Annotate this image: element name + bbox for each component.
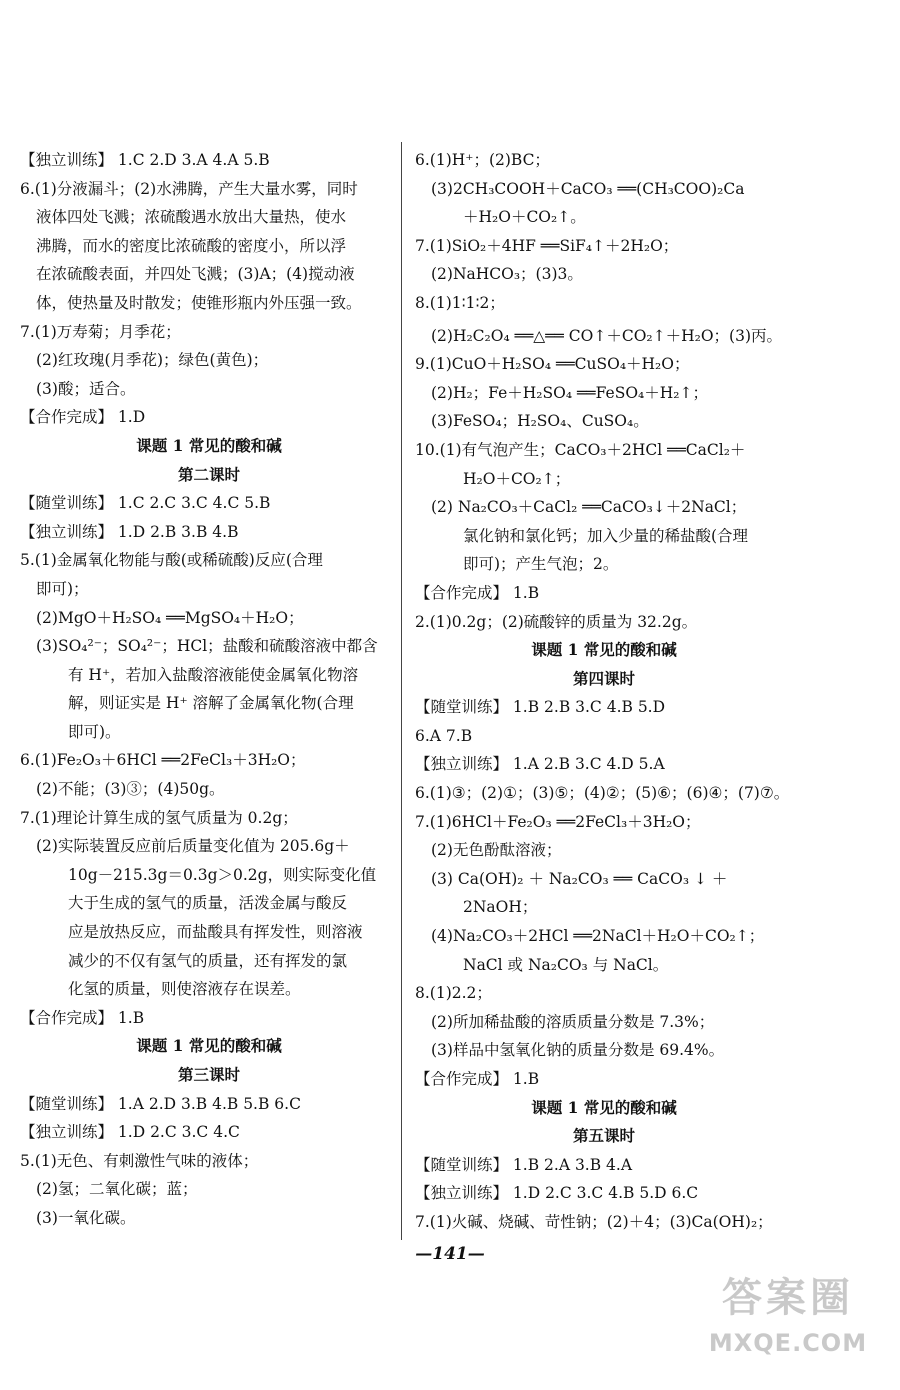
section-heading: 第五课时 [572, 1126, 635, 1146]
answer-line: 7.(1)万寿菊；月季花； [20, 322, 181, 341]
answer-line: 【独立训练】 1.A 2.B 3.C 4.D 5.A [415, 755, 665, 774]
section-heading: 第四课时 [572, 668, 635, 688]
answer-line: 【随堂训练】 1.C 2.C 3.C 4.C 5.B [20, 494, 271, 513]
section-heading: 第二课时 [177, 464, 240, 484]
answer-line: 【独立训练】 1.D 2.B 3.B 4.B [20, 522, 239, 541]
answer-line: 氯化钠和氯化钙；加入少量的稀盐酸(合理 [463, 526, 749, 545]
answer-line: 解，则证实是 H⁺ 溶解了金属氧化物(合理 [68, 694, 354, 713]
answer-line: 5.(1)金属氧化物能与酸(或稀硫酸)反应(合理 [20, 551, 323, 570]
answer-line: 7.(1)6HCl＋Fe₂O₃ ══2FeCl₃＋3H₂O； [415, 812, 701, 831]
answer-line: (3) Ca(OH)₂ ＋ Na₂CO₃ ══ CaCO₃ ↓ ＋ [431, 869, 728, 888]
answer-line: ＋H₂O＋CO₂↑。 [463, 208, 586, 227]
watermark-url: MXQE.COM [708, 1329, 868, 1357]
answer-line: (3)酸；适合。 [36, 379, 136, 398]
answer-line: 6.A 7.B [415, 726, 473, 745]
answer-line: 2.(1)0.2g；(2)硫酸锌的质量为 32.2g。 [415, 612, 698, 631]
answer-line: 10g－215.3g＝0.3g＞0.2g，则实际变化值 [68, 865, 377, 884]
answer-line: 6.(1)③；(2)①；(3)⑤；(4)②；(5)⑥；(6)④；(7)⑦。 [415, 784, 790, 803]
answer-line: 大于生成的氢气的质量，活泼金属与酸反 [68, 894, 348, 913]
answer-line: 2NaOH； [463, 898, 538, 917]
answer-line: 应是放热反应，而盐酸具有挥发性，则溶液 [68, 923, 363, 942]
answer-line: 即可)。 [68, 722, 121, 741]
answer-line: 7.(1)SiO₂＋4HF ══SiF₄↑＋2H₂O； [415, 236, 679, 255]
answer-line: (2)MgO＋H₂SO₄ ══MgSO₄＋H₂O； [36, 608, 304, 627]
page-number: —141— [415, 1244, 485, 1264]
watermark [688, 1270, 888, 1380]
answer-line: 8.(1)1∶1∶2； [415, 293, 505, 312]
answer-line: 【合作完成】 1.B [415, 583, 540, 602]
answer-line: 沸腾，而水的密度比浓硫酸的密度小，所以浮 [36, 236, 347, 255]
answer-line: (4)Na₂CO₃＋2HCl ══2NaCl＋H₂O＋CO₂↑； [431, 927, 765, 946]
answer-line: 【随堂训练】 1.B 2.B 3.C 4.B 5.D [415, 698, 666, 717]
answer-line: (3)样品中氢氧化钠的质量分数是 69.4%。 [431, 1041, 725, 1060]
answer-line: 有 H⁺，若加入盐酸溶液能使金属氧化物溶 [68, 665, 359, 684]
answer-line: 6.(1)Fe₂O₃＋6HCl ══2FeCl₃＋3H₂O； [20, 751, 306, 770]
answer-line: (2)实际装置反应前后质量变化值为 205.6g＋ [36, 837, 350, 856]
answer-line: (3)SO₄²⁻；SO₄²⁻；HCl；盐酸和硫酸溶液中都含 [36, 637, 378, 656]
answer-line: 6.(1)分液漏斗；(2)水沸腾，产生大量水雾，同时 [20, 179, 358, 198]
answer-line: 【合作完成】 1.D [20, 408, 146, 427]
answer-line: 7.(1)理论计算生成的氢气质量为 0.2g； [20, 808, 298, 827]
answer-line: 【随堂训练】 1.B 2.A 3.B 4.A [415, 1155, 633, 1174]
answer-line: 7.(1)火碱、烧碱、苛性钠；(2)＋4；(3)Ca(OH)₂； [415, 1212, 773, 1231]
answer-line: (2)NaHCO₃；(3)3。 [431, 265, 583, 284]
answer-line: H₂O＋CO₂↑； [463, 469, 571, 488]
answer-line: (3)2CH₃COOH＋CaCO₃ ══(CH₃COO)₂Ca [431, 179, 745, 198]
answer-line: (3)FeSO₄；H₂SO₄、CuSO₄。 [431, 412, 649, 431]
answer-line: (2)无色酚酞溶液； [431, 841, 562, 860]
answer-line: 即可)； [36, 579, 89, 598]
answer-line: 5.(1)无色、有刺激性气味的液体； [20, 1151, 259, 1170]
answer-line: (2)氢；二氧化碳；蓝； [36, 1180, 198, 1199]
answer-line: 减少的不仅有氢气的质量，还有挥发的氯 [68, 951, 348, 970]
answer-line: 8.(1)2.2； [415, 984, 492, 1003]
answer-line: 【独立训练】 1.D 2.C 3.C 4.C [20, 1123, 240, 1142]
watermark-logo: 答案圈 [722, 1275, 854, 1321]
answer-line: 【合作完成】 1.B [20, 1008, 145, 1027]
answer-line: 6.(1)H⁺；(2)BC； [415, 151, 550, 169]
answer-line: NaCl 或 Na₂CO₃ 与 NaCl。 [463, 955, 669, 974]
answer-line: 化氢的质量，则使溶液存在误差。 [68, 980, 301, 999]
answer-line: 10.(1)有气泡产生；CaCO₃＋2HCl ══CaCl₂＋ [415, 440, 746, 459]
answer-line: (2)H₂C₂O₄ ══△══ CO↑＋CO₂↑＋H₂O；(3)丙。 [431, 326, 782, 345]
answer-line: (2)红玫瑰(月季花)；绿色(黄色)； [36, 351, 269, 370]
answer-line: 【合作完成】 1.B [415, 1070, 540, 1088]
answer-line: 液体四处飞溅；浓硫酸遇水放出大量热，使水 [36, 208, 347, 227]
section-heading: 课题 1 常见的酸和碱 [136, 435, 282, 455]
answer-line: (2) Na₂CO₃＋CaCl₂ ══CaCO₃↓＋2NaCl； [431, 498, 747, 517]
answer-line: (2)不能；(3)③；(4)50g。 [36, 780, 225, 799]
answer-line: 9.(1)CuO＋H₂SO₄ ══CuSO₄＋H₂O； [415, 355, 690, 374]
left-column [20, 146, 398, 1233]
answer-line: (2)所加稀盐酸的溶质质量分数是 7.3%； [431, 1012, 715, 1031]
answer-line: 即可)；产生气泡；2。 [463, 555, 619, 574]
right-column [415, 146, 793, 1237]
answer-line: (2)H₂；Fe＋H₂SO₄ ══FeSO₄＋H₂↑； [431, 383, 708, 402]
section-heading: 课题 1 常见的酸和碱 [531, 1097, 677, 1117]
section-heading: 课题 1 常见的酸和碱 [136, 1036, 282, 1056]
answer-line: 在浓硫酸表面，并四处飞溅；(3)A；(4)搅动液 [36, 265, 355, 284]
column-divider [401, 142, 402, 1240]
answer-line: 【独立训练】 1.D 2.C 3.C 4.B 5.D 6.C [415, 1184, 699, 1203]
answer-line: (3)一氧化碳。 [36, 1208, 136, 1227]
answer-line: 体，使热量及时散发；使锥形瓶内外压强一致。 [36, 293, 362, 312]
section-heading: 第三课时 [177, 1065, 240, 1084]
answer-line: 【随堂训练】 1.A 2.D 3.B 4.B 5.B 6.C [20, 1094, 301, 1113]
answer-line: 【独立训练】 1.C 2.D 3.A 4.A 5.B [20, 151, 270, 169]
section-heading: 课题 1 常见的酸和碱 [531, 640, 677, 660]
